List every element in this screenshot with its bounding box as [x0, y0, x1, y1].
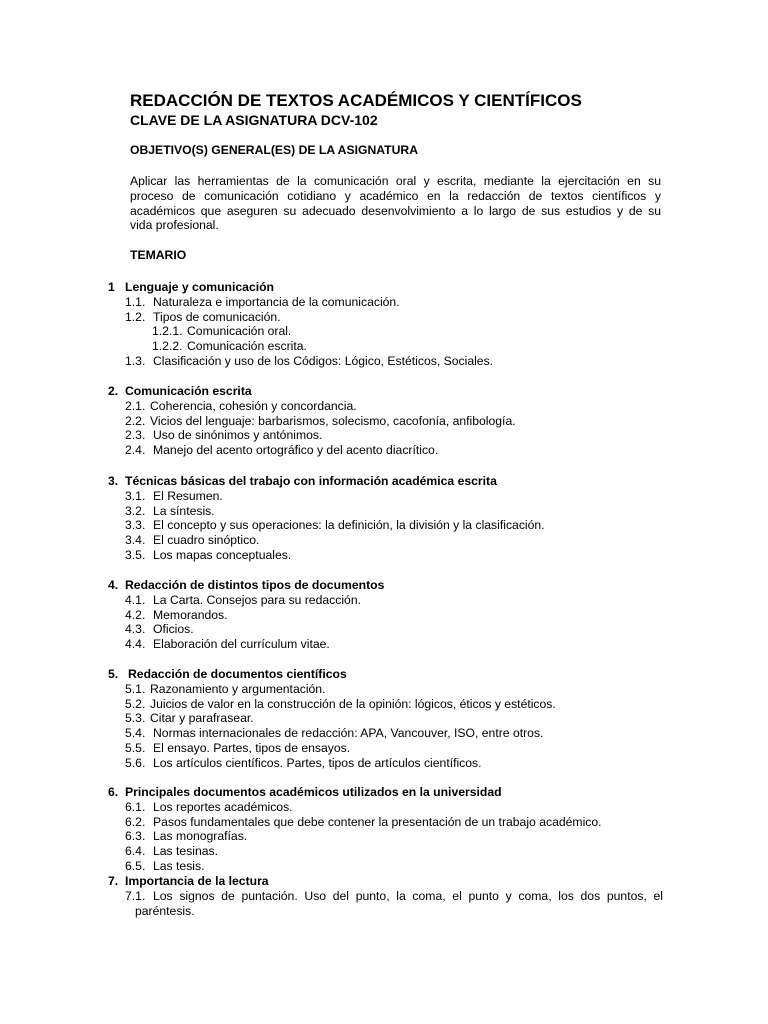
list-item: [108, 608, 668, 623]
item-number: 5.1.: [125, 681, 146, 696]
item-number: 4.1.: [125, 592, 146, 607]
item-number: 6.1.: [125, 799, 146, 814]
list-item: [108, 504, 668, 519]
item-number: 4.4.: [125, 637, 146, 652]
section-title-text: Lenguaje y comunicación: [125, 280, 274, 294]
item-text: Comunicación escrita.: [187, 339, 307, 354]
section-title-text: Técnicas básicas del trabajo con información académica escrita: [125, 474, 497, 488]
item-number: 1.1.: [125, 294, 146, 309]
section-title: [108, 785, 668, 800]
section-number: 1: [108, 280, 115, 294]
item-number: 2.3.: [125, 428, 146, 443]
item-text: Los mapas conceptuales.: [153, 547, 292, 562]
section-title: [108, 384, 668, 399]
list-item: [108, 844, 668, 859]
list-item: [108, 815, 668, 830]
item-text: Pasos fundamentales que debe contener la presentación de un trabajo académico.: [153, 814, 602, 829]
item-number: 4.2.: [125, 607, 146, 622]
item-text: La Carta. Consejos para su redacción.: [153, 592, 361, 607]
item-text: Las tesis.: [153, 858, 205, 873]
list-item: [108, 622, 668, 637]
syllabus-section: [108, 384, 668, 458]
item-text: Elaboración del currículum vitae.: [153, 637, 330, 652]
objective-line: académicos que aseguren su adecuado desenvolvimiento a lo largo de sus estudios y de su: [130, 203, 661, 218]
item-text: El cuadro sinóptico.: [153, 533, 260, 548]
item-number: 4.3.: [125, 622, 146, 637]
list-item: [108, 637, 668, 652]
list-item: [108, 889, 663, 919]
section-title: [108, 578, 668, 593]
item-text: Vicios del lenguaje: barbarismos, solecismo, cacofonía, anfibología.: [150, 413, 516, 428]
list-item: [108, 428, 668, 443]
list-item: [108, 295, 668, 310]
section-title: [108, 874, 668, 889]
section-title-text: Redacción de distintos tipos de documentos: [125, 578, 385, 592]
section-title: [108, 667, 668, 682]
item-text: Clasificación y uso de los Códigos: Lógico, Estéticos, Sociales.: [153, 353, 494, 368]
item-text: El Resumen.: [153, 488, 223, 503]
section-number: 7.: [108, 874, 119, 888]
list-item: [108, 859, 668, 874]
syllabus-heading: TEMARIO: [130, 248, 187, 262]
list-item: [108, 324, 668, 339]
item-text: Naturaleza e importancia de la comunicación.: [153, 294, 400, 309]
item-number: 6.4.: [125, 844, 146, 859]
item-number: 2.4.: [125, 443, 146, 458]
item-number: 2.2.: [125, 413, 146, 428]
section-number: 5.: [108, 667, 119, 681]
list-item: [108, 443, 668, 458]
item-text: Oficios.: [153, 622, 194, 637]
syllabus-section: [108, 578, 668, 652]
section-title-text: Importancia de la lectura: [125, 874, 269, 888]
item-text: El concepto y sus operaciones: la definición, la división y la clasificación.: [153, 518, 545, 533]
list-item: [108, 697, 668, 712]
syllabus-section: [108, 785, 668, 874]
list-item: [108, 414, 668, 429]
item-text: La síntesis.: [153, 503, 215, 518]
syllabus-section: [108, 474, 668, 563]
list-item: [108, 489, 668, 504]
section-number: 3.: [108, 474, 119, 488]
list-item: [108, 711, 668, 726]
syllabus-section: [108, 874, 668, 918]
objective-line: proceso de comunicación cotidiano y académico en la redacción de textos científicos y: [130, 188, 661, 203]
item-text: Coherencia, cohesión y concordancia.: [150, 398, 357, 413]
item-text: Memorandos.: [153, 607, 228, 622]
item-number: 3.4.: [125, 533, 146, 548]
list-item: [108, 339, 668, 354]
list-item: [108, 399, 668, 414]
section-title: [108, 474, 668, 489]
item-number: 6.2.: [125, 814, 146, 829]
list-item: [108, 682, 668, 697]
item-number: 5.4.: [125, 726, 146, 741]
list-item: [108, 829, 668, 844]
item-text: Uso de sinónimos y antónimos.: [153, 428, 323, 443]
item-text: El ensayo. Partes, tipos de ensayos.: [153, 740, 351, 755]
list-item: [108, 533, 668, 548]
item-number: 1.2.2.: [152, 339, 183, 354]
item-number: 6.3.: [125, 829, 146, 844]
item-number: 2.1.: [125, 398, 146, 413]
item-text: Las monografías.: [153, 829, 248, 844]
section-number: 2.: [108, 384, 119, 398]
item-continuation: paréntesis.: [135, 903, 195, 918]
item-number: 5.3.: [125, 711, 146, 726]
item-number: 5.6.: [125, 755, 146, 770]
item-text: Citar y parafrasear.: [150, 711, 254, 726]
syllabus-section: [108, 667, 668, 771]
item-number: 5.5.: [125, 740, 146, 755]
section-number: 6.: [108, 785, 119, 799]
objective-heading: OBJETIVO(S) GENERAL(ES) DE LA ASIGNATURA: [130, 143, 418, 157]
item-text: Los artículos científicos. Partes, tipos de artículos científicos.: [153, 755, 482, 770]
item-number: 3.5.: [125, 547, 146, 562]
item-number: 5.2.: [125, 696, 146, 711]
list-item: [108, 756, 668, 771]
item-number: 1.3.: [125, 353, 146, 368]
item-text: Los reportes académicos.: [153, 799, 293, 814]
item-number: 7.1.: [125, 888, 146, 903]
list-item: [108, 354, 668, 369]
list-item: [108, 593, 668, 608]
section-title-text: Principales documentos académicos utilizados en la universidad: [125, 785, 502, 799]
list-item: [108, 548, 668, 563]
section-title: [108, 280, 668, 295]
item-text: Las tesinas.: [153, 844, 219, 859]
page-title: REDACCIÓN DE TEXTOS ACADÉMICOS Y CIENTÍFICOS: [130, 91, 582, 110]
item-text: Razonamiento y argumentación.: [150, 681, 326, 696]
list-item: [108, 310, 668, 325]
course-code: CLAVE DE LA ASIGNATURA DCV-102: [130, 112, 378, 128]
item-text: Comunicación oral.: [187, 324, 292, 339]
list-item: [108, 741, 668, 756]
item-text: Normas internacionales de redacción: APA, Vancouver, ISO, entre otros.: [153, 726, 544, 741]
section-title-text: Redacción de documentos científicos: [128, 667, 347, 681]
item-first-line: [125, 889, 663, 904]
list-item: [108, 726, 668, 741]
item-text: Los signos de puntación. Uso del punto, la coma, el punto y coma, los dos puntos, el: [153, 888, 663, 903]
section-number: 4.: [108, 578, 119, 592]
item-number: 3.3.: [125, 518, 146, 533]
syllabus-section: [108, 280, 668, 369]
list-item: [108, 800, 668, 815]
item-number: 3.2.: [125, 503, 146, 518]
objective-line: vida profesional.: [130, 218, 219, 233]
objective-line: Aplicar las herramientas de la comunicación oral y escrita, mediante la ejercitación en su: [130, 174, 661, 188]
objective-paragraph: [130, 174, 661, 233]
item-number: 6.5.: [125, 858, 146, 873]
item-number: 3.1.: [125, 488, 146, 503]
section-title-text: Comunicación escrita: [125, 384, 252, 398]
item-text: Manejo del acento ortográfico y del acento diacrítico.: [153, 443, 439, 458]
item-text: Tipos de comunicación.: [153, 309, 281, 324]
item-text: Juicios de valor en la construcción de la opinión: lógicos, éticos y estéticos.: [150, 696, 556, 711]
item-number: 1.2.: [125, 309, 146, 324]
list-item: [108, 518, 668, 533]
item-number: 1.2.1.: [152, 324, 183, 339]
